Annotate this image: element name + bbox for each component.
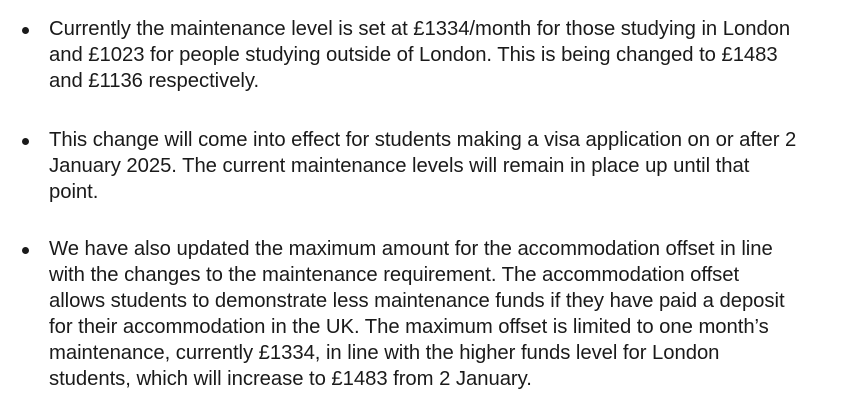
bullet-text-line: maintenance, currently £1334, in line with the higher funds level for London [49, 342, 720, 364]
bullet-text-line: point. [49, 181, 99, 203]
bullet-dot-icon [22, 27, 29, 34]
bullet-text-line: students, which will increase to £1483 from 2 January. [49, 368, 532, 390]
bullet-text-line: and £1136 respectively. [49, 70, 260, 92]
bullet-text-line: allows students to demonstrate less maintenance funds if they have paid a deposit [49, 290, 785, 312]
bullet-text-line: Currently the maintenance level is set at £1334/month for those studying in London [49, 18, 791, 40]
bullet-text-line: This change will come into effect for students making a visa application on or after 2 [49, 129, 797, 151]
bullet-dot-icon [22, 247, 29, 254]
bullet-text-line: with the changes to the maintenance requirement. The accommodation offset [49, 264, 740, 286]
bullet-dot-icon [22, 138, 29, 145]
bullet-text-line: for their accommodation in the UK. The maximum offset is limited to one month’s [49, 316, 769, 338]
bullet-text-line: and £1023 for people studying outside of London. This is being changed to £1483 [49, 44, 778, 66]
bullet-text-line: We have also updated the maximum amount for the accommodation offset in line [49, 238, 773, 260]
bullet-text-line: January 2025. The current maintenance levels will remain in place up until that [49, 155, 750, 177]
